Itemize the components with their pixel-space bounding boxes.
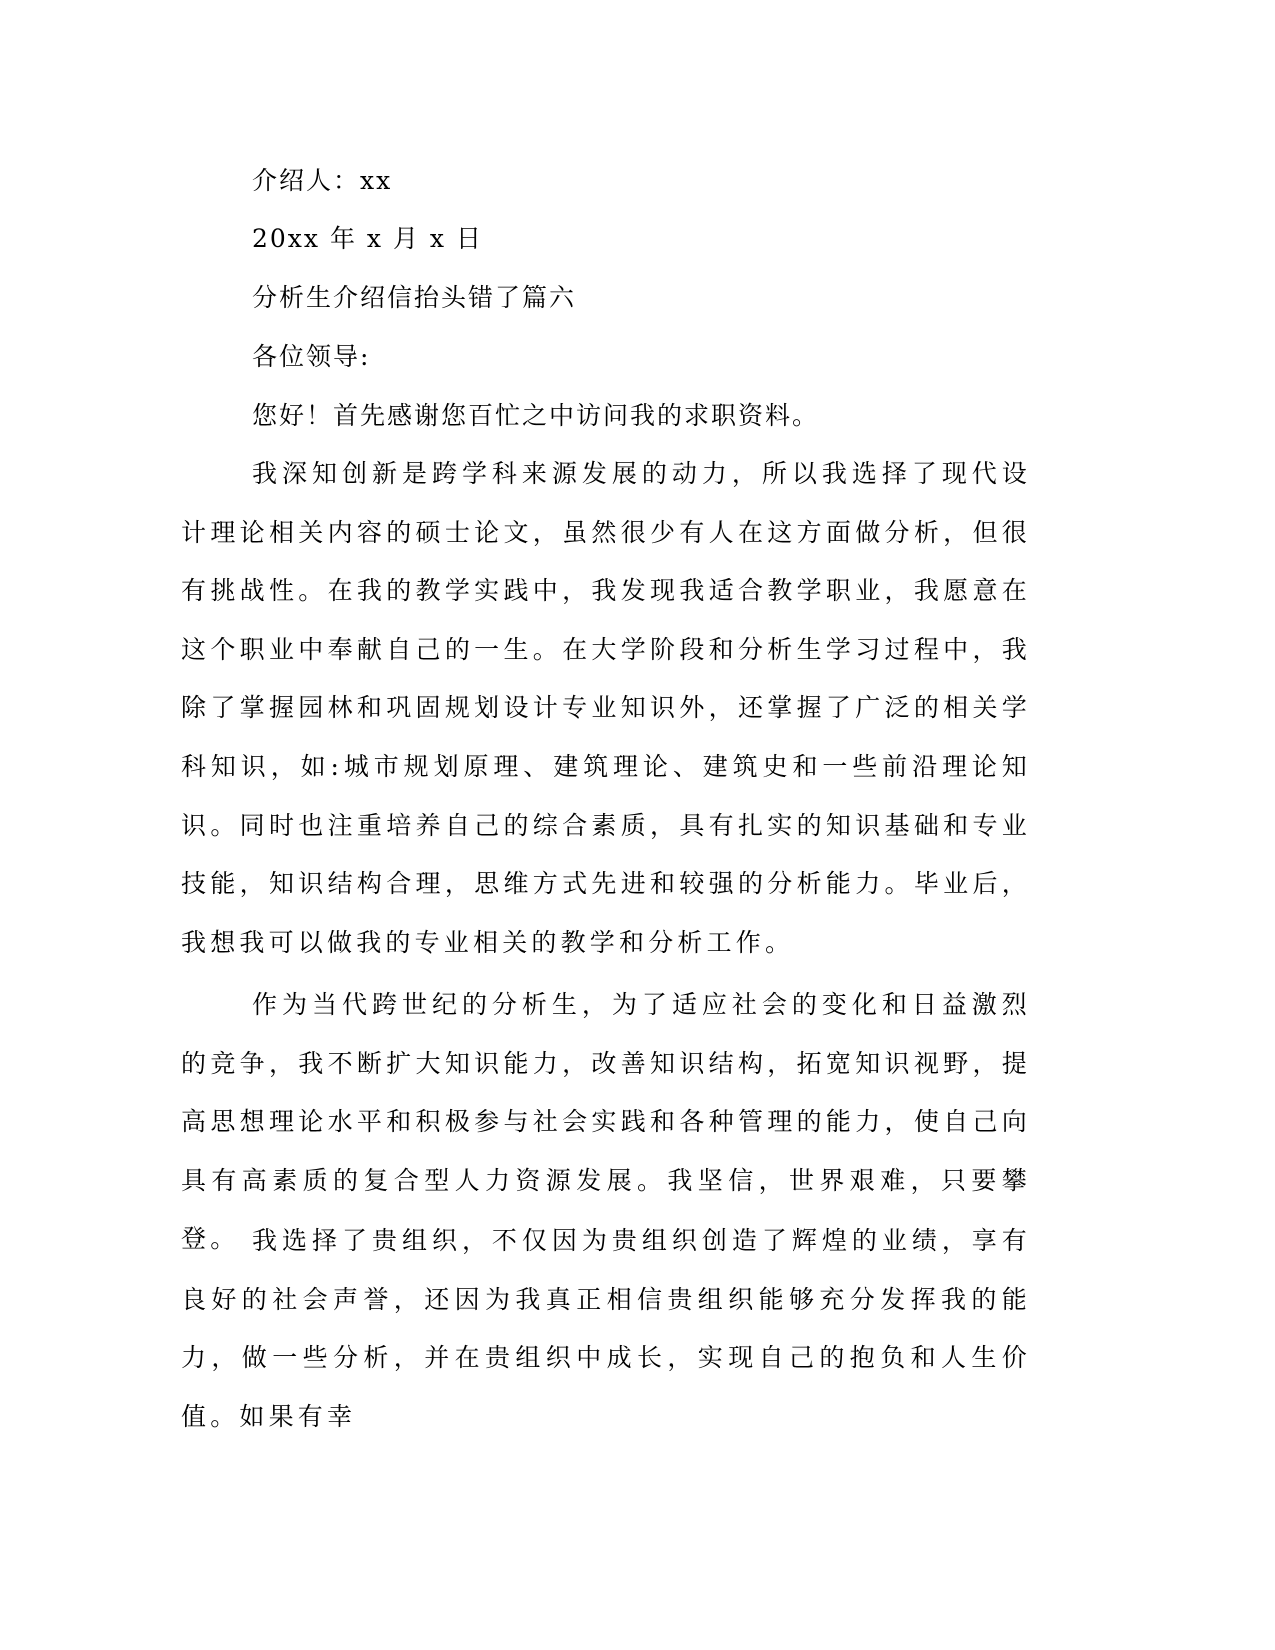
- date-line: 20xx 年 x 月 x 日: [252, 224, 483, 253]
- body-paragraph-2: 作为当代跨世纪的分析生，为了适应社会的变化和日益激烈的竞争，我不断扩大知识能力，改善知识结构，拓宽知识视野，提高思想理论水平和积极参与社会实践和各种管理的能力，使自己向具有高素质的复合型人力资源发展。我坚信，世界艰难，只要攀登。: [181, 990, 1031, 1254]
- body-paragraph-1: 我深知创新是跨学科来源发展的动力，所以我选择了现代设计理论相关内容的硕士论文，虽然很少有人在这方面做分析，但很有挑战性。在我的教学实践中，我发现我适合教学职业，我愿意在这个职业中奉献自己的一生。在大学阶段和分析生学习过程中，我除了掌握园林和巩固规划设计专业知识外，还掌握了广泛的相关学科知识，如:城市规划原理、建筑理论、建筑史和一些前沿理论知识。同时也注重培养自己的综合素质，具有扎实的知识基础和专业技能，知识结构合理，思维方式先进和较强的分析能力。毕业后，我想我可以做我的专业相关的教学和分析工作。: [181, 459, 1031, 957]
- body-paragraph-3: 我选择了贵组织，不仅因为贵组织创造了辉煌的业绩，享有良好的社会声誉，还因为我真正相信贵组织能够充分发挥我的能力，做一些分析，并在贵组织中成长，实现自己的抱负和人生价值。如果有幸: [181, 1226, 1031, 1431]
- salutation: 各位领导:: [252, 342, 371, 371]
- introducer-line: 介绍人：xx: [252, 166, 393, 195]
- greeting: 您好！首先感谢您百忙之中访问我的求职资料。: [252, 401, 820, 430]
- section-title: 分析生介绍信抬头错了篇六: [252, 283, 577, 312]
